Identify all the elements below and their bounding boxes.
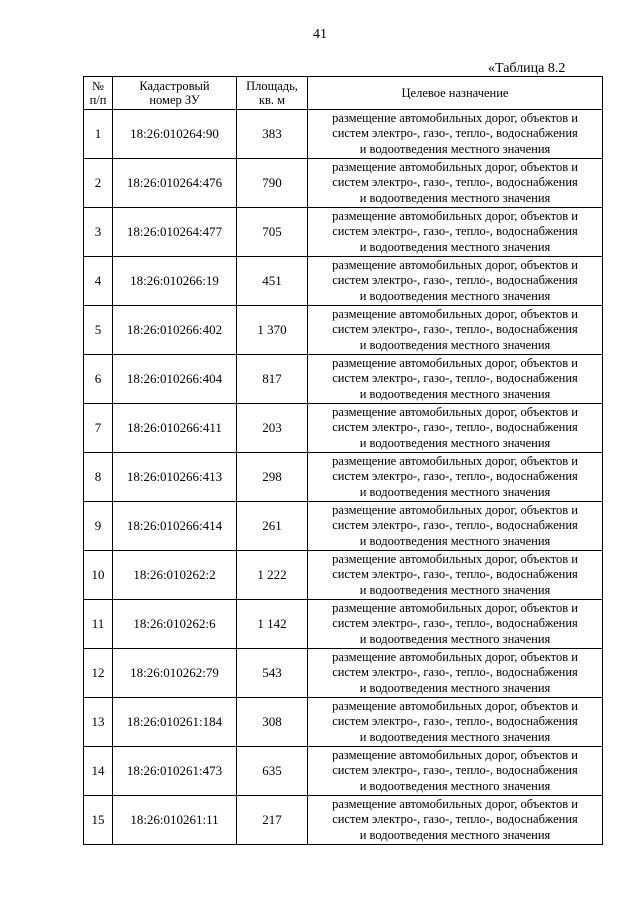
cell-area: 817 — [237, 355, 308, 404]
cell-num: 4 — [84, 257, 113, 306]
cell-purpose — [308, 355, 603, 404]
cell-purpose — [308, 306, 603, 355]
header-area — [237, 77, 308, 110]
cell-purpose — [308, 600, 603, 649]
purpose-line-1: размещение автомобильных дорог, объектов и — [332, 208, 578, 223]
purpose-line-3: и водоотведения местного значения — [359, 729, 551, 744]
purpose-line-3: и водоотведения местного значения — [359, 778, 551, 793]
cell-num: 9 — [84, 502, 113, 551]
cell-purpose — [308, 453, 603, 502]
table-row — [84, 355, 603, 404]
cell-num: 8 — [84, 453, 113, 502]
purpose-line-1: размещение автомобильных дорог, объектов и — [332, 159, 578, 174]
header-area-line2: кв. м — [258, 93, 286, 107]
purpose-line-2: систем электро-, газо-, тепло-, водоснабжения — [332, 763, 578, 778]
cell-area: 543 — [237, 649, 308, 698]
purpose-line-2: систем электро-, газо-, тепло-, водоснабжения — [332, 567, 578, 582]
purpose-line-3: и водоотведения местного значения — [359, 484, 551, 499]
cell-num: 11 — [84, 600, 113, 649]
header-num-line2: п/п — [89, 93, 107, 107]
cell-purpose — [308, 796, 603, 845]
cell-purpose — [308, 698, 603, 747]
cell-area: 705 — [237, 208, 308, 257]
purpose-line-3: и водоотведения местного значения — [359, 141, 551, 156]
purpose-line-3: и водоотведения местного значения — [359, 337, 551, 352]
table-row — [84, 110, 603, 159]
purpose-line-1: размещение автомобильных дорог, объектов и — [332, 698, 578, 713]
header-purpose: Целевое назначение — [308, 77, 603, 110]
header-cadastral — [113, 77, 237, 110]
cell-num: 14 — [84, 747, 113, 796]
header-num-line1: № — [92, 79, 104, 93]
cell-area: 451 — [237, 257, 308, 306]
cell-purpose — [308, 502, 603, 551]
purpose-line-1: размещение автомобильных дорог, объектов и — [332, 110, 578, 125]
cell-num: 10 — [84, 551, 113, 600]
purpose-line-2: систем электро-, газо-, тепло-, водоснабжения — [332, 273, 578, 288]
table-row — [84, 159, 603, 208]
cell-cadastral-number: 18:26:010266:411 — [113, 404, 237, 453]
cell-area: 790 — [237, 159, 308, 208]
cell-area: 308 — [237, 698, 308, 747]
purpose-line-3: и водоотведения местного значения — [359, 631, 551, 646]
cell-purpose — [308, 649, 603, 698]
purpose-line-1: размещение автомобильных дорог, объектов и — [332, 649, 578, 664]
header-num — [84, 77, 113, 110]
table-row — [84, 796, 603, 845]
cell-area: 203 — [237, 404, 308, 453]
cell-cadastral-number: 18:26:010261:473 — [113, 747, 237, 796]
cell-num: 2 — [84, 159, 113, 208]
cell-num: 5 — [84, 306, 113, 355]
cell-cadastral-number: 18:26:010261:184 — [113, 698, 237, 747]
purpose-line-3: и водоотведения местного значения — [359, 680, 551, 695]
cell-purpose — [308, 747, 603, 796]
table-row — [84, 453, 603, 502]
cell-num: 15 — [84, 796, 113, 845]
cell-cadastral-number: 18:26:010264:476 — [113, 159, 237, 208]
cell-area: 1 222 — [237, 551, 308, 600]
purpose-line-1: размещение автомобильных дорог, объектов и — [332, 453, 578, 468]
purpose-line-1: размещение автомобильных дорог, объектов и — [332, 404, 578, 419]
table-header-row — [84, 77, 603, 110]
purpose-line-3: и водоотведения местного значения — [359, 827, 551, 842]
cell-area: 383 — [237, 110, 308, 159]
cadastral-table — [83, 76, 603, 845]
cell-num: 7 — [84, 404, 113, 453]
purpose-line-3: и водоотведения местного значения — [359, 239, 551, 254]
cell-area: 1 370 — [237, 306, 308, 355]
purpose-line-3: и водоотведения местного значения — [359, 386, 551, 401]
table-row — [84, 551, 603, 600]
purpose-line-1: размещение автомобильных дорог, объектов и — [332, 306, 578, 321]
table-row — [84, 698, 603, 747]
cell-area: 1 142 — [237, 600, 308, 649]
cell-cadastral-number: 18:26:010262:6 — [113, 600, 237, 649]
cell-num: 3 — [84, 208, 113, 257]
purpose-line-2: систем электро-, газо-, тепло-, водоснабжения — [332, 224, 578, 239]
cell-num: 12 — [84, 649, 113, 698]
table-caption: «Таблица 8.2 — [488, 61, 566, 76]
cell-num: 1 — [84, 110, 113, 159]
purpose-line-2: систем электро-, газо-, тепло-, водоснабжения — [332, 420, 578, 435]
cell-purpose — [308, 551, 603, 600]
purpose-line-2: систем электро-, газо-, тепло-, водоснабжения — [332, 714, 578, 729]
cell-cadastral-number: 18:26:010266:402 — [113, 306, 237, 355]
cell-cadastral-number: 18:26:010262:79 — [113, 649, 237, 698]
cell-purpose — [308, 159, 603, 208]
table-row — [84, 502, 603, 551]
purpose-line-3: и водоотведения местного значения — [359, 582, 551, 597]
table-row — [84, 404, 603, 453]
purpose-line-2: систем электро-, газо-, тепло-, водоснабжения — [332, 322, 578, 337]
table-row — [84, 600, 603, 649]
cell-cadastral-number: 18:26:010266:414 — [113, 502, 237, 551]
purpose-line-3: и водоотведения местного значения — [359, 533, 551, 548]
purpose-line-2: систем электро-, газо-, тепло-, водоснабжения — [332, 518, 578, 533]
cell-purpose — [308, 110, 603, 159]
cell-num: 6 — [84, 355, 113, 404]
cell-area: 635 — [237, 747, 308, 796]
table-row — [84, 257, 603, 306]
cell-cadastral-number: 18:26:010266:404 — [113, 355, 237, 404]
cell-cadastral-number: 18:26:010266:413 — [113, 453, 237, 502]
cell-cadastral-number: 18:26:010266:19 — [113, 257, 237, 306]
cell-area: 261 — [237, 502, 308, 551]
purpose-line-2: систем электро-, газо-, тепло-, водоснабжения — [332, 175, 578, 190]
purpose-line-1: размещение автомобильных дорог, объектов и — [332, 600, 578, 615]
purpose-line-2: систем электро-, газо-, тепло-, водоснабжения — [332, 126, 578, 141]
purpose-line-3: и водоотведения местного значения — [359, 190, 551, 205]
cell-purpose — [308, 208, 603, 257]
cell-area: 298 — [237, 453, 308, 502]
cell-cadastral-number: 18:26:010264:90 — [113, 110, 237, 159]
table-body — [84, 110, 603, 845]
cell-area: 217 — [237, 796, 308, 845]
purpose-line-2: систем электро-, газо-, тепло-, водоснабжения — [332, 616, 578, 631]
purpose-line-3: и водоотведения местного значения — [359, 435, 551, 450]
header-area-line1: Площадь, — [246, 79, 298, 93]
cell-cadastral-number: 18:26:010264:477 — [113, 208, 237, 257]
header-cadastral-line1: Кадастровый — [139, 79, 210, 93]
purpose-line-1: размещение автомобильных дорог, объектов и — [332, 502, 578, 517]
table-row — [84, 649, 603, 698]
purpose-line-1: размещение автомобильных дорог, объектов и — [332, 796, 578, 811]
purpose-line-2: систем электро-, газо-, тепло-, водоснабжения — [332, 469, 578, 484]
purpose-line-1: размещение автомобильных дорог, объектов и — [332, 551, 578, 566]
table-row — [84, 208, 603, 257]
cell-cadastral-number: 18:26:010261:11 — [113, 796, 237, 845]
table-row — [84, 306, 603, 355]
purpose-line-1: размещение автомобильных дорог, объектов и — [332, 747, 578, 762]
cell-cadastral-number: 18:26:010262:2 — [113, 551, 237, 600]
purpose-line-2: систем электро-, газо-, тепло-, водоснабжения — [332, 812, 578, 827]
purpose-line-3: и водоотведения местного значения — [359, 288, 551, 303]
purpose-line-1: размещение автомобильных дорог, объектов и — [332, 355, 578, 370]
header-cadastral-line2: номер ЗУ — [149, 93, 200, 107]
cell-purpose — [308, 257, 603, 306]
page-number: 41 — [313, 27, 327, 42]
purpose-line-2: систем электро-, газо-, тепло-, водоснабжения — [332, 665, 578, 680]
cell-purpose — [308, 404, 603, 453]
purpose-line-2: систем электро-, газо-, тепло-, водоснабжения — [332, 371, 578, 386]
purpose-line-1: размещение автомобильных дорог, объектов и — [332, 257, 578, 272]
cell-num: 13 — [84, 698, 113, 747]
table-row — [84, 747, 603, 796]
